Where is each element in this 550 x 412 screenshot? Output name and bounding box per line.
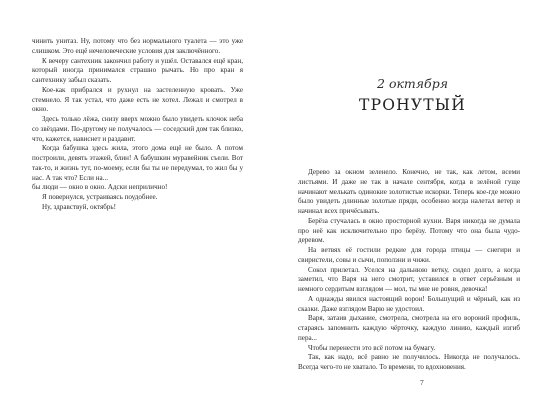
paragraph: К вечеру сантехник закончил работу и ушёл. Оставался ещё кран, который иногда принимался страшно рычать. Но про кран я сантехнику забыл сказать. (32, 56, 243, 84)
paragraph: Сокол прилетал. Уселся на дальнюю ветку, сидел долго, а когда заметил, что Варя на него смотрит, уставился в ответ серьёзным и немного сердитым взглядом — мол, ты мне не ровня, девочка! (298, 265, 520, 293)
left-page-text (32, 37, 243, 213)
paragraph: бы люди — окно в окно. Адски неприлично! (32, 183, 168, 192)
paragraph: Я повернулся, устраиваясь поудобнее. (42, 193, 158, 201)
paragraph: Когда бабушка здесь жила, этого дома ещё не было. А потом построили, девять этажей, блин! А бабушкин муравейник съели. Вот так-то, и жизнь тут, по-моему, если бы ты не передумал, то жил бы у нас. А так что? Если на... (32, 144, 243, 182)
chapter-title: ТРОНУТЫЙ (359, 96, 466, 114)
right-page-text (298, 168, 520, 373)
right-page (275, 0, 550, 412)
paragraph: чинить унитаз. Ну, потому что без нормального туалета — это уже слишком. Это ещё нечеловеческие условия для заключённого. (32, 37, 243, 55)
paragraph: Дерево за окном зеленело. Конечно, не так, как летом, всеми листьями. И даже не так в начале сентября, когда в зелёной гуще начинают мелькать одинокие золотистые искорки. Теперь кое-где можно было увидеть длинные золотые пряди, особенно когда налетал ветер и начинал всех причёсывать. (298, 168, 520, 215)
paragraph: Варя, затаив дыхание, смотрела, смотрела на его вороний профиль, стараясь запомнить каждую чёрточку, каждую линию, каждый изгиб пера... (298, 314, 520, 342)
paragraph: Берёза стучалась в окно просторной кухни. Варя никогда не думала про неё как исключительно про берёзу. Потому что она была чудо-деревом. (298, 216, 520, 245)
page-number: 7 (420, 378, 424, 387)
paragraph: А однажды явился настоящий ворон! Большущий и чёрный, как из сказки. Даже взглядом Варю не удостоил. (298, 294, 520, 313)
paragraph: Чтобы перенести это всё потом на бумагу. (308, 343, 436, 352)
paragraph: На ветвях её гостили редкие для города птицы — снегири и свиристели, совы и сычи, поползни и чижи. (298, 246, 520, 264)
chapter-date: 2 октября (377, 76, 448, 91)
paragraph: Кое-как прибрался и рухнул на застеленную кровать. Уже стемнело. Я так устал, что даже есть не хотел. Лежал и смотрел в окно. (32, 85, 243, 114)
paragraph: Ну, здравствуй, октябрь! (42, 202, 116, 211)
paragraph: Так, как надо, всё равно не получилось. Никогда не получалось. Всегда чего-то не хватало. То времени, то вдохновения. (298, 353, 520, 371)
paragraph: Здесь только лёжа, снизу вверх можно было увидеть клочок неба со звёздами. По-другому не получалось — соседский дом так близко, что, кажется, нависнет и раздавит. (32, 115, 243, 143)
